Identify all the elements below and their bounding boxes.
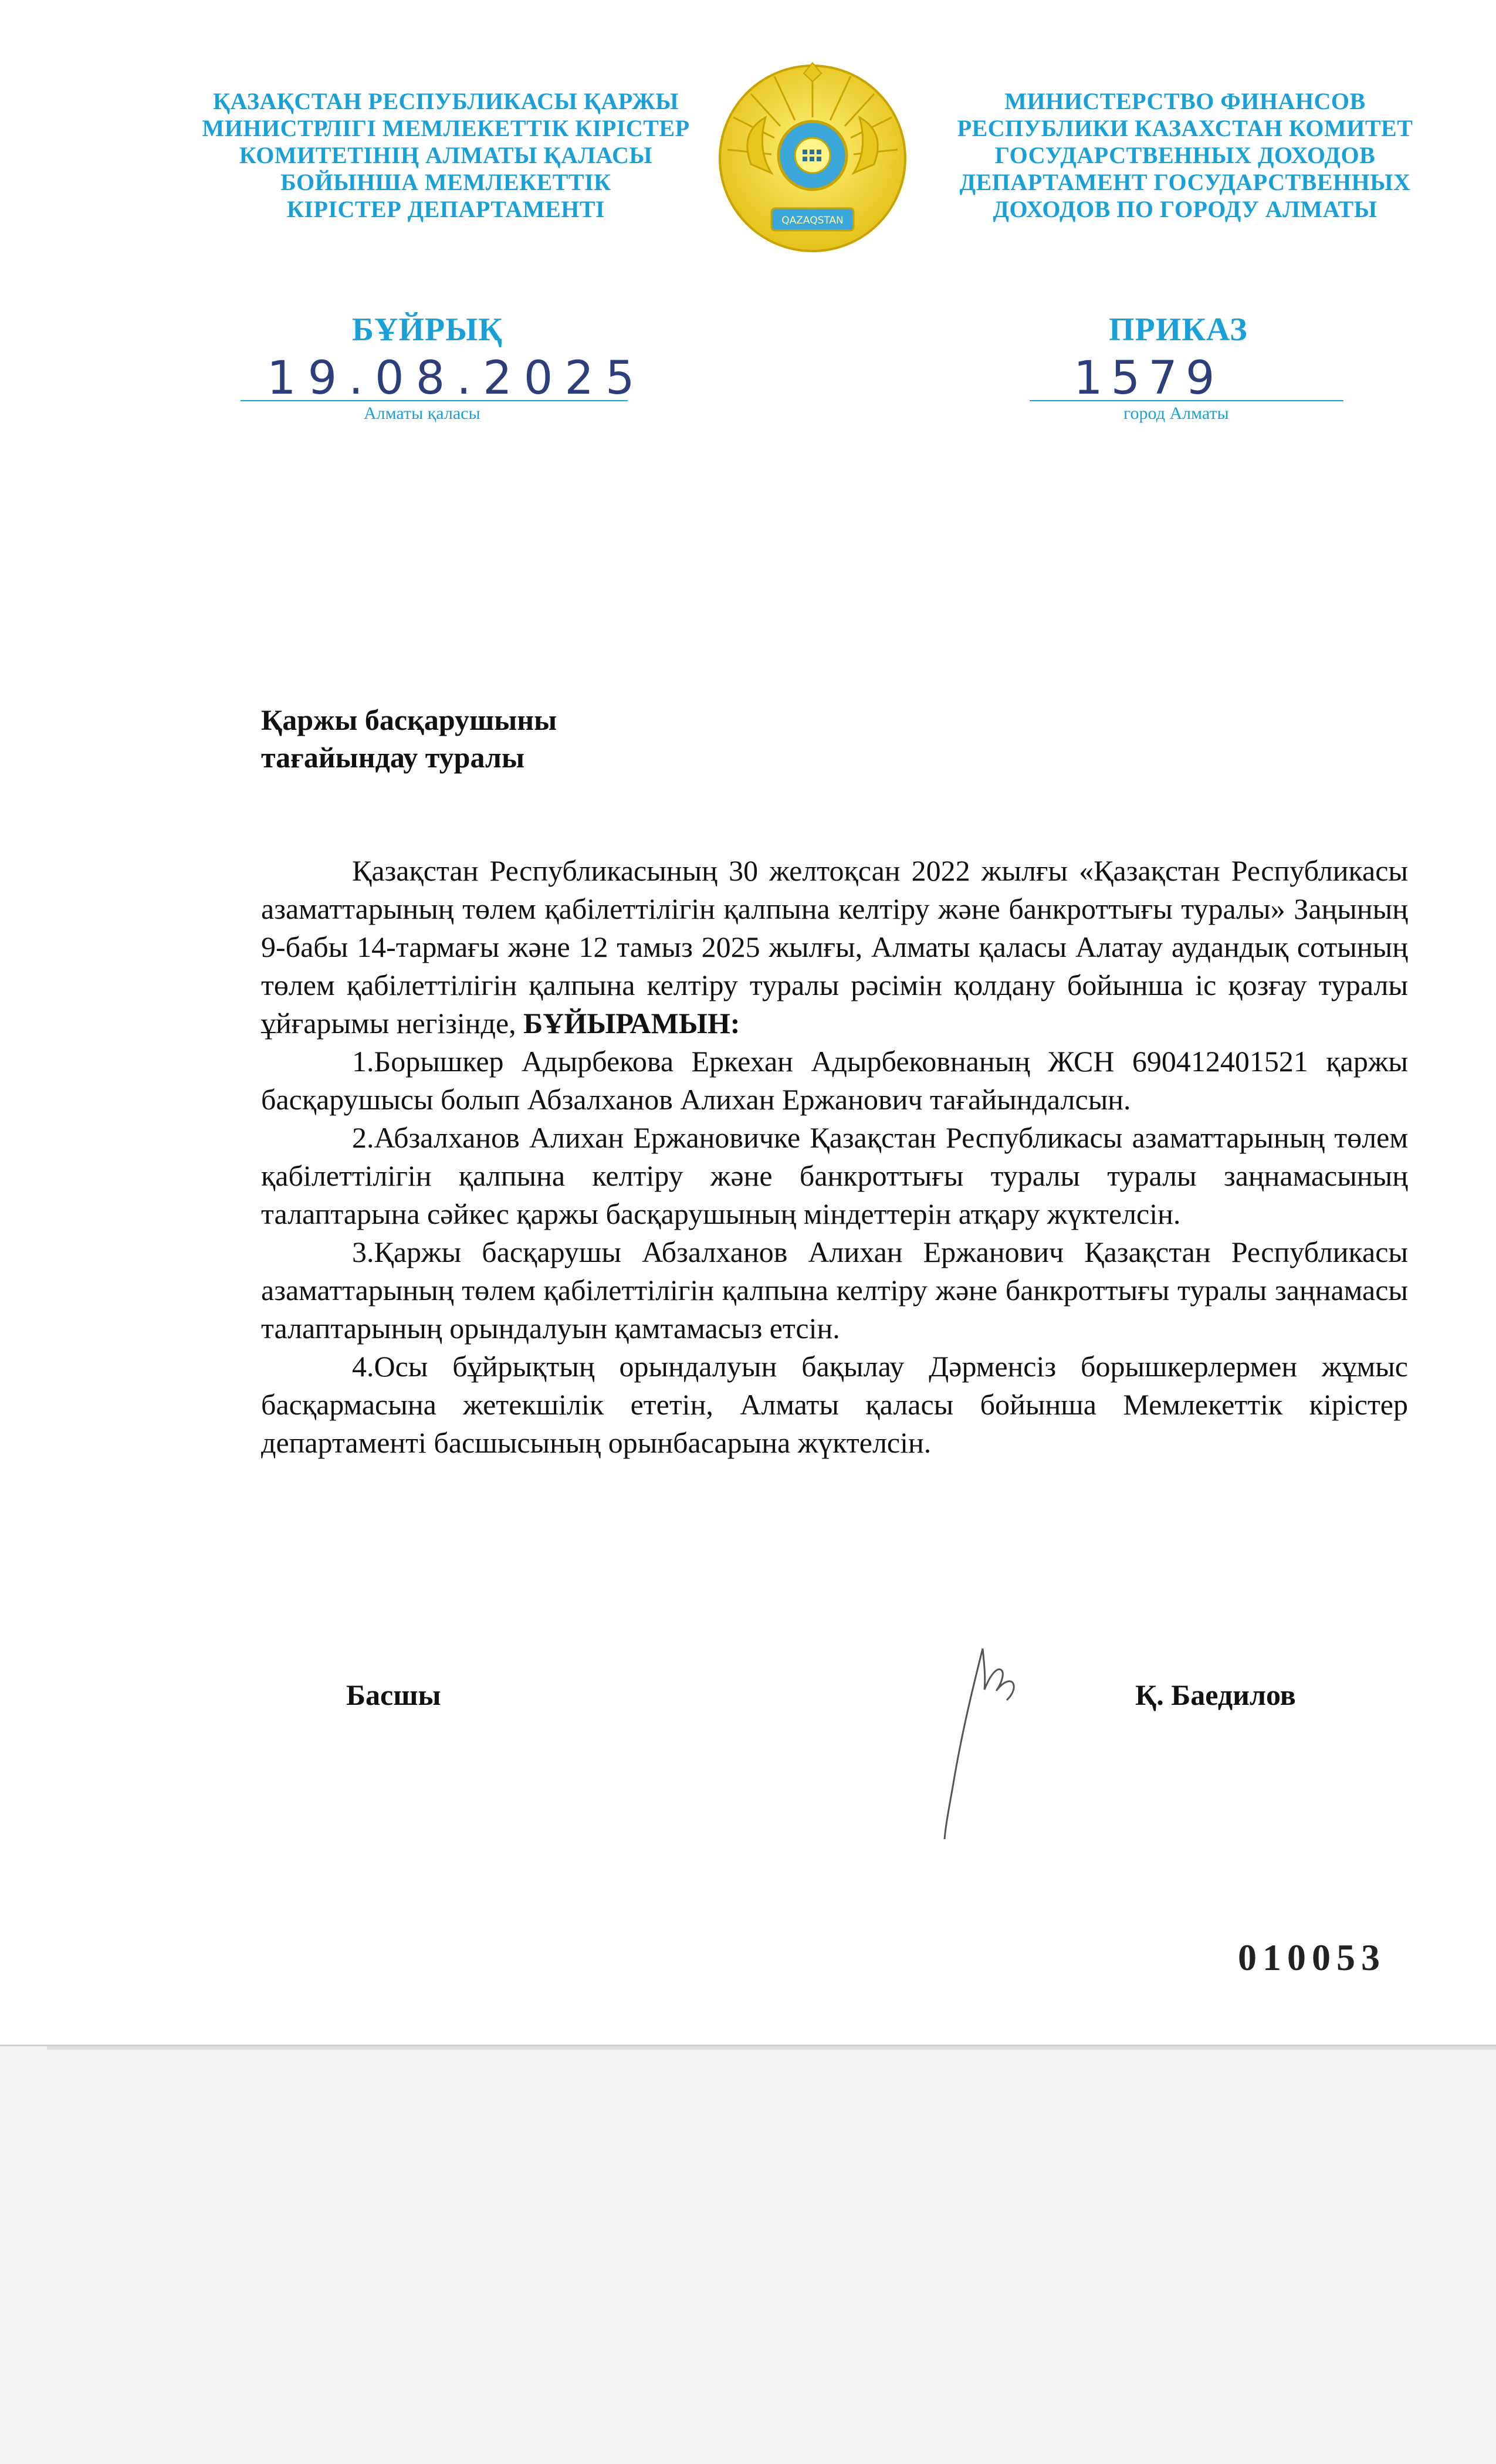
header-issuer-ru xyxy=(950,88,1420,223)
order-title-kz: БҰЙРЫҚ xyxy=(352,312,503,348)
header-ru-line: ДЕПАРТАМЕНТ ГОСУДАРСТВЕННЫХ xyxy=(959,169,1411,195)
header-ru-line: РЕСПУБЛИКИ КАЗАХСТАН КОМИТЕТ xyxy=(957,115,1413,141)
number-underline xyxy=(1030,400,1343,401)
order-item-1: 1.Борышкер Адырбекова Еркехан Адырбековнаның ЖСН 690412401521 қаржы басқарушысы болып Абзалханов Алихан Ержанович тағайындалсын. xyxy=(261,1045,1408,1116)
order-date: 19.08.2025 xyxy=(267,352,647,405)
order-body xyxy=(261,852,1408,1462)
sheet-edge xyxy=(47,2046,1496,2050)
header-kz-line: КОМИТЕТІНІҢ АЛМАТЫ ҚАЛАСЫ xyxy=(239,142,653,168)
signatory-role: Басшы xyxy=(346,1678,441,1711)
order-title-ru: ПРИКАЗ xyxy=(1109,312,1248,348)
header-kz-line: БОЙЫНША МЕМЛЕКЕТТІК xyxy=(280,169,611,195)
order-subject xyxy=(261,701,557,776)
order-number: 1579 xyxy=(1074,352,1223,405)
header-kz-line: МИНИСТРЛІГІ МЕМЛЕКЕТТІК КІРІСТЕР xyxy=(202,115,690,141)
header-issuer-kz xyxy=(182,88,710,223)
header-ru-line: ДОХОДОВ ПО ГОРОДУ АЛМАТЫ xyxy=(993,196,1377,222)
preamble-paragraph xyxy=(261,852,1408,1043)
order-item-3: 3.Қаржы басқарушы Абзалханов Алихан Ержанович Қазақстан Республикасы азаматтарының төлем қабілеттілігін қалпына келтіру және банкроттығы туралы заңнамасы талаптарының орындалуын қамтамасыз етсін. xyxy=(261,1236,1408,1345)
emblem-text: QAZAQSTAN xyxy=(781,215,844,226)
place-ru: город Алматы xyxy=(1123,404,1229,423)
date-underline xyxy=(241,400,628,401)
place-kz: Алматы қаласы xyxy=(364,404,480,423)
command-word: БҰЙЫРАМЫН: xyxy=(523,1007,740,1040)
header-ru-line: МИНИСТЕРСТВО ФИНАНСОВ xyxy=(1004,88,1366,114)
subject-line: Қаржы басқарушыны xyxy=(261,703,557,736)
header-kz-line: ҚАЗАҚСТАН РЕСПУБЛИКАСЫ ҚАРЖЫ xyxy=(212,88,679,114)
form-serial-number: 010053 xyxy=(1238,1937,1386,1978)
order-item-2: 2.Абзалханов Алихан Ержановичке Қазақстан Республикасы азаматтарының төлем қабілеттілігін қалпына келтіру және банкроттығы туралы туралы заңнамасының талаптарына сәйкес қаржы басқарушының міндеттерін атқару жүктелсін. xyxy=(261,1121,1408,1230)
state-emblem-icon xyxy=(716,62,909,255)
signatory-name: Қ. Баедилов xyxy=(1135,1678,1296,1711)
header-ru-line: ГОСУДАРСТВЕННЫХ ДОХОДОВ xyxy=(994,142,1376,168)
preamble-text: Қазақстан Республикасының 30 желтоқсан 2022 жылғы «Қазақстан Республикасы азаматтарының төлем қабілеттілігін қалпына келтіру және банкроттығы туралы» Заңының 9-бабы 14-тармағы және 12 тамыз 2025 жылғы, Алматы қаласы Алатау аудандық сотының төлем қабілеттілігін қалпына келтіру туралы рәсімін қолдану бойынша іс қозғау туралы ұйғарымы негізінде, xyxy=(261,854,1408,1040)
header-kz-line: КІРІСТЕР ДЕПАРТАМЕНТІ xyxy=(286,196,605,222)
order-item-4: 4.Осы бұйрықтың орындалуын бақылау Дәрменсіз борышкерлермен жұмыс басқармасына жетекшілік ететін, Алматы қаласы бойынша Мемлекеттік кірістер департаменті басшысының орынбасарына жүктелсін. xyxy=(261,1350,1408,1459)
handwritten-signature-icon xyxy=(927,1637,1079,1848)
subject-line: тағайындау туралы xyxy=(261,741,525,774)
